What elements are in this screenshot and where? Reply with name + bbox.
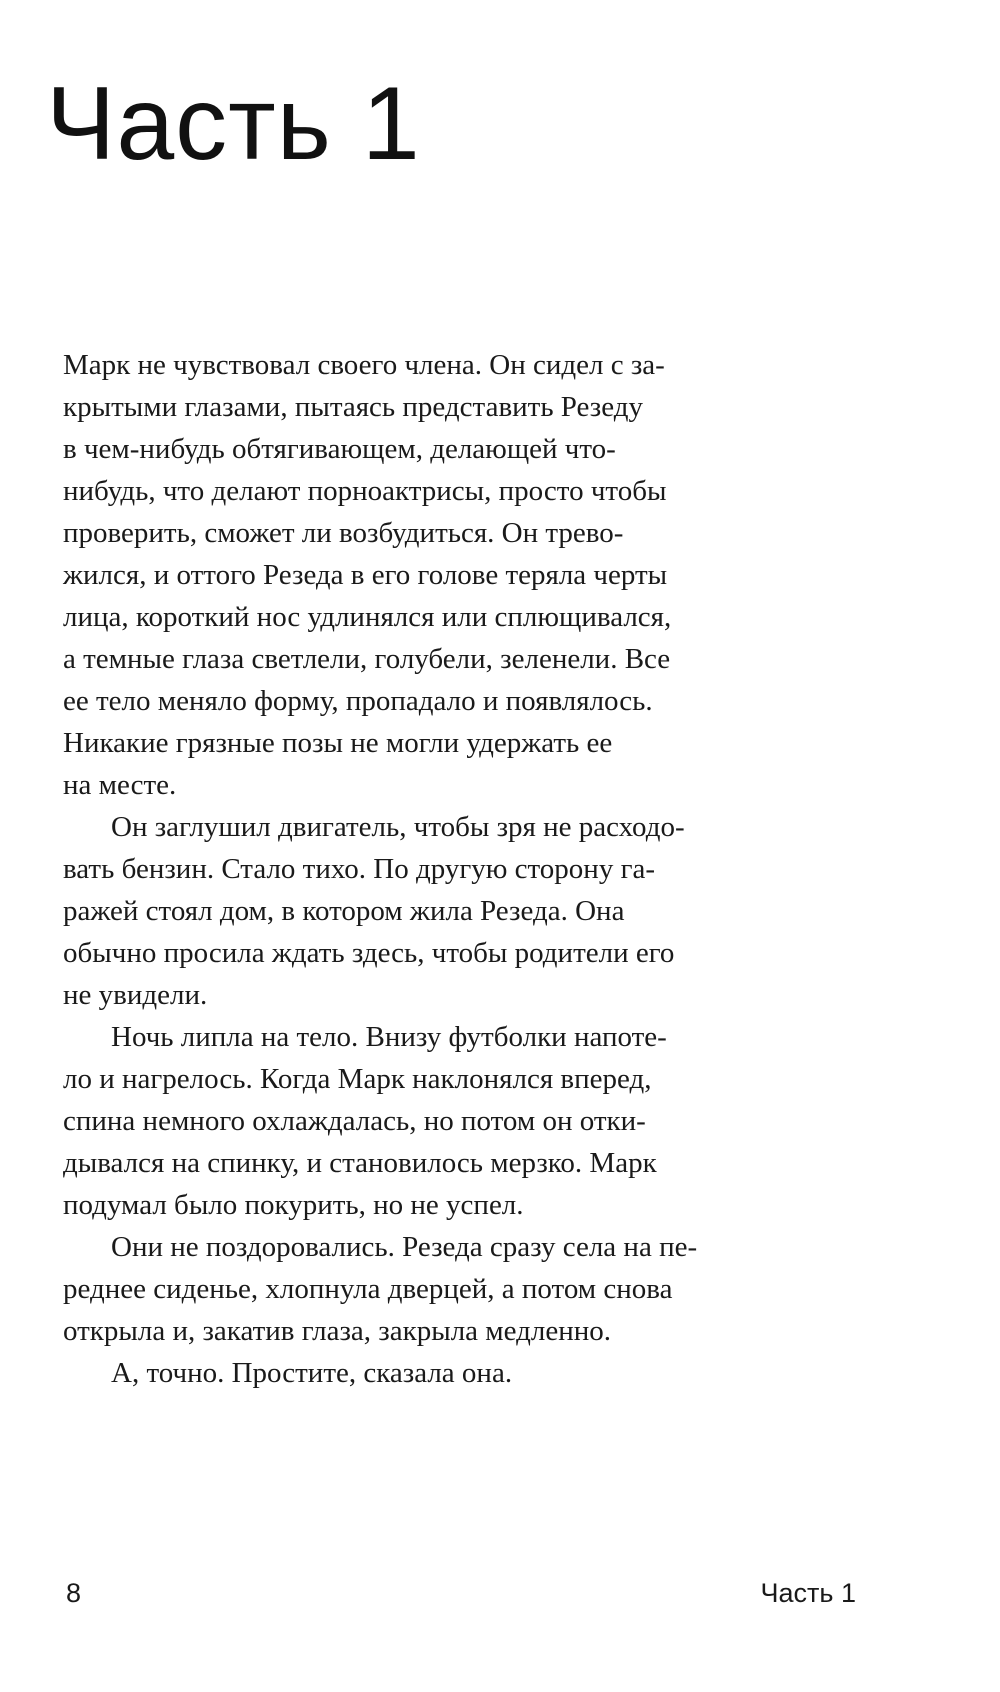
text-line-indented: А, точно. Простите, сказала она. xyxy=(111,1357,513,1389)
body-text xyxy=(63,344,843,1394)
text-line: Никакие грязные позы не могли удержать ее xyxy=(63,727,613,759)
text-line: ее тело меняло форму, пропадало и появлялось. xyxy=(63,685,653,717)
text-line: ло и нагрелось. Когда Марк наклонялся вперед, xyxy=(63,1063,652,1095)
running-head: Часть 1 xyxy=(760,1578,856,1608)
text-line: нибудь, что делают порноактрисы, просто чтобы xyxy=(63,475,667,507)
text-line: обычно просила ждать здесь, чтобы родители его xyxy=(63,937,675,969)
text-line: в чем-нибудь обтягивающем, делающей что- xyxy=(63,433,616,465)
text-line: а темные глаза светлели, голубели, зеленели. Все xyxy=(63,643,671,675)
text-line-indented: Он заглушил двигатель, чтобы зря не расходо- xyxy=(111,811,685,843)
text-line: не увидели. xyxy=(63,979,208,1011)
text-line: крытыми глазами, пытаясь представить Резеду xyxy=(63,391,643,423)
text-line-indented: Ночь липла на тело. Внизу футболки напоте- xyxy=(111,1021,667,1053)
text-line: открыла и, закатив глаза, закрыла медленно. xyxy=(63,1315,612,1347)
text-line: вать бензин. Стало тихо. По другую сторону га- xyxy=(63,853,655,885)
text-line: на месте. xyxy=(63,769,177,801)
text-line: подумал было покурить, но не успел. xyxy=(63,1189,524,1221)
text-line: ражей стоял дом, в котором жила Резеда. Она xyxy=(63,895,625,927)
text-line: жился, и оттого Резеда в его голове теряла черты xyxy=(63,559,668,591)
text-line: Марк не чувствовал своего члена. Он сидел с за- xyxy=(63,349,665,381)
page-number: 8 xyxy=(66,1578,82,1608)
text-line: проверить, сможет ли возбудиться. Он трево- xyxy=(63,517,624,549)
text-line: дывался на спинку, и становилось мерзко. Марк xyxy=(63,1147,657,1179)
text-line: лица, короткий нос удлинялся или сплющивался, xyxy=(63,601,672,633)
chapter-title: Часть 1 xyxy=(46,66,421,182)
text-line: реднее сиденье, хлопнула дверцей, а потом снова xyxy=(63,1273,673,1305)
text-line-indented: Они не поздоровались. Резеда сразу села на пе- xyxy=(111,1231,698,1263)
text-line: спина немного охлаждалась, но потом он отки- xyxy=(63,1105,646,1137)
